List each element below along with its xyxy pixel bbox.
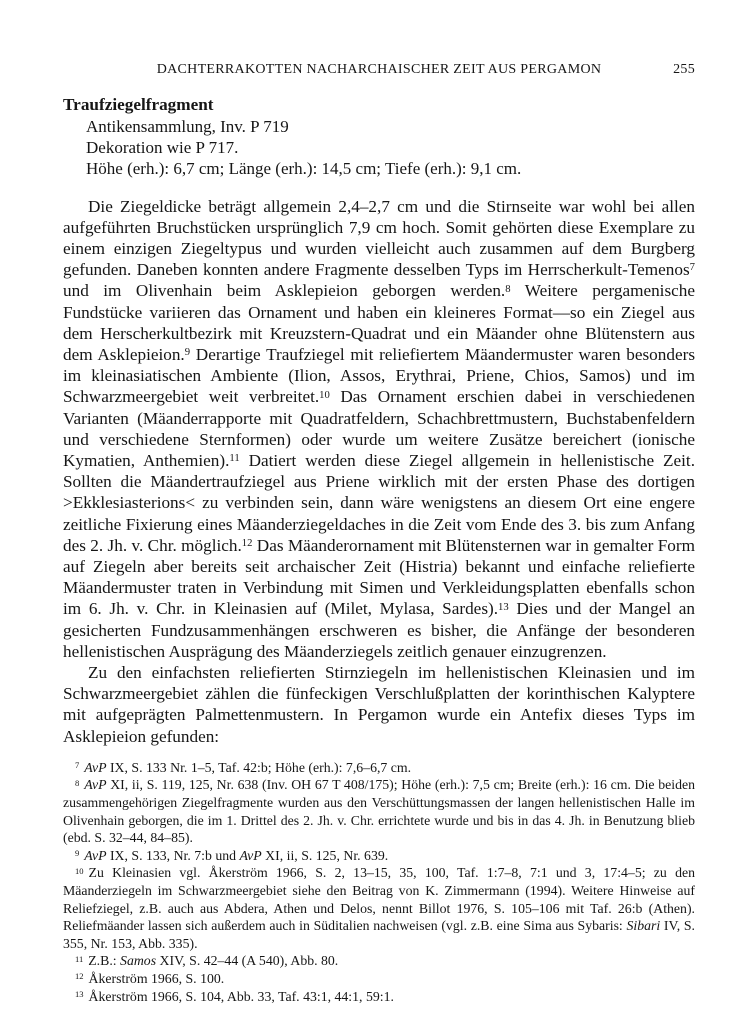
footnote-7 — [63, 759, 695, 777]
running-header — [63, 62, 695, 77]
footnote-9 — [63, 847, 695, 865]
footnote-text: Zu Kleinasien vgl. Åkerström 1966, S. 2, 13–15, 35, 100, Taf. 1:7–8, 7:1 und 3, 17:4–5; zu den Mäanderziegeln im Schwarzmeergebiet siehe den Beitrag von K. Zimmermann (1994). Weitere Hinweise auf Reliefziegel, z.B. auch aus Abdera, Athen und Delos, nennt Billot 1976, S. 105–106 mit Taf. 26:b (Athen). Reliefmäander lassen sich außerdem auch in Süditalien nachweisen (vgl. z.B. eine Sima aus Sybaris: Sibari IV, S. 355, Nr. 153, Abb. 335). — [63, 865, 695, 951]
body-paragraph-2: Zu den einfachsten reliefierten Stirnziegeln im hellenistischen Kleinasien und im Schwarzmeergebiet zählen die fünfeckigen Verschlußplatten der korinthischen Kalyptere mit aufgeprägten Palmettenmustern. In Pergamon wurde ein Antefix dieses Typs im Asklepieion gefunden: — [63, 663, 695, 746]
footnote-number: 12 — [75, 971, 84, 982]
footnote-text: AvP XI, ii, S. 119, 125, Nr. 638 (Inv. OH 67 T 408/175); Höhe (erh.): 7,5 cm; Breite (erh.): 16 cm. Die beiden zusammengehörigen Ziegelfragmente wurden aus den Verschüttungsmassen der langen hellenistischen Halle im Olivenhain geborgen, die im 1. Drittel des 2. Jh. v. Chr. errichtete wurde und bis in das 4. Jh. in Benutzung blieb (ebd. S. 32–44, 84–85). — [63, 777, 695, 846]
footnote-text: Z.B.: Samos XIV, S. 42–44 (A 540), Abb. 80. — [88, 953, 339, 969]
footnote-11 — [63, 952, 695, 970]
footnote-text: AvP IX, S. 133, Nr. 7:b und AvP XI, ii, S. 125, Nr. 639. — [84, 847, 389, 863]
footnote-text: Åkerström 1966, S. 100. — [88, 971, 225, 987]
catalog-entry — [63, 94, 695, 180]
footnote-12 — [63, 970, 695, 988]
footnotes-section — [63, 759, 695, 1005]
body-text — [63, 196, 695, 747]
footnote-number: 9 — [75, 848, 80, 859]
footnote-text: AvP IX, S. 133 Nr. 1–5, Taf. 42:b; Höhe (erh.): 7,6–6,7 cm. — [84, 759, 412, 775]
running-header-title: DACHTERRAKOTTEN NACHARCHAISCHER ZEIT AUS PERGAMON — [156, 62, 602, 77]
footnote-number: 10 — [75, 865, 84, 876]
entry-dimensions-line: Höhe (erh.): 6,7 cm; Länge (erh.): 14,5 cm; Tiefe (erh.): 9,1 cm. — [86, 159, 522, 179]
footnote-number: 11 — [75, 953, 84, 964]
footnote-10 — [63, 864, 695, 952]
entry-heading: Traufziegelfragment — [63, 95, 214, 114]
entry-collection-line: Antikensammlung, Inv. P 719 — [86, 117, 289, 136]
page-number: 255 — [673, 62, 695, 77]
footnote-text: Åkerström 1966, S. 104, Abb. 33, Taf. 43:1, 44:1, 59:1. — [88, 988, 394, 1004]
footnote-13 — [63, 988, 695, 1006]
footnote-8 — [63, 776, 695, 846]
document-page — [63, 62, 695, 1005]
footnote-number: 8 — [75, 777, 80, 788]
body-paragraph-1: Die Ziegeldicke beträgt allgemein 2,4–2,7 cm und die Stirnseite war wohl bei allen aufgeführten Bruchstücken ursprünglich 7,9 cm hoch. Somit gehörten diese Exemplare zu einem einzigen Ziegeltypus und wurden vielleicht auch zusammen auf dem Burgberg gefunden. Daneben konnten andere Fragmente desselben Typs im Herrscherkult-Temenos$^7$ und im Olivenhain beim Asklepieion geborgen werden.$^8$ Weitere pergamenische Fundstücke variieren das Ornament und haben ein kleineres Format—so ein Ziegel aus dem Herscherkultbezirk mit Kreuzstern-Quadrat und ein Mäander ohne Blütenstern aus dem Asklepieion.$^9$ Derartige Traufziegel mit reliefiertem Mäandermuster waren besonders im kleinasiatischen Ambiente (Ilion, Assos, Erythrai, Priene, Chios, Samos) und im Schwarzmeergebiet weit verbreitet.$^{10}$ Das Ornament erschien dabei in verschiedenen Varianten (Mäanderrapporte mit Quadratfeldern, Schachbrettmustern, Buchstabenfeldern und verschiedene Sternformen) oder wurde um weitere Zusätze bereichert (ionische Kymatien, Anthemien).$^{11}$ Datiert werden diese Ziegel allgemein in hellenistische Zeit. Sollten die Mäandertraufziegel aus Priene wirklich mit der ersten Phase des dortigen >Ekklesiasterions< zu verbinden sein, dann wäre wenigstens an diesem Ort eine engere zeitliche Fixierung eines Mäanderziegeldaches in die Zeit vom Ende des 3. bis zum Anfang des 2. Jh. v. Chr. möglich.$^{12}$ Das Mäanderornament mit Blütensternen war in gemalter Form auf Ziegeln aber bereits seit archaischer Zeit (Histria) bekannt und einfache reliefierte Mäandermuster traten in Verbindung mit Simen und Verkleidungsplatten ebenfalls schon im 6. Jh. v. Chr. in Kleinasien auf (Milet, Mylasa, Sardes).$^{13}$ Dies und der Mangel an gesicherten Fundzusammenhängen erschweren es bisher, die Anfänge der besonderen hellenistischen Ausprägung des Mäanderziegels zeitlich genauer einzugrenzen. — [63, 196, 696, 661]
footnote-number: 13 — [75, 988, 84, 999]
footnote-number: 7 — [75, 760, 80, 771]
entry-decoration-line: Dekoration wie P 717. — [86, 138, 239, 158]
